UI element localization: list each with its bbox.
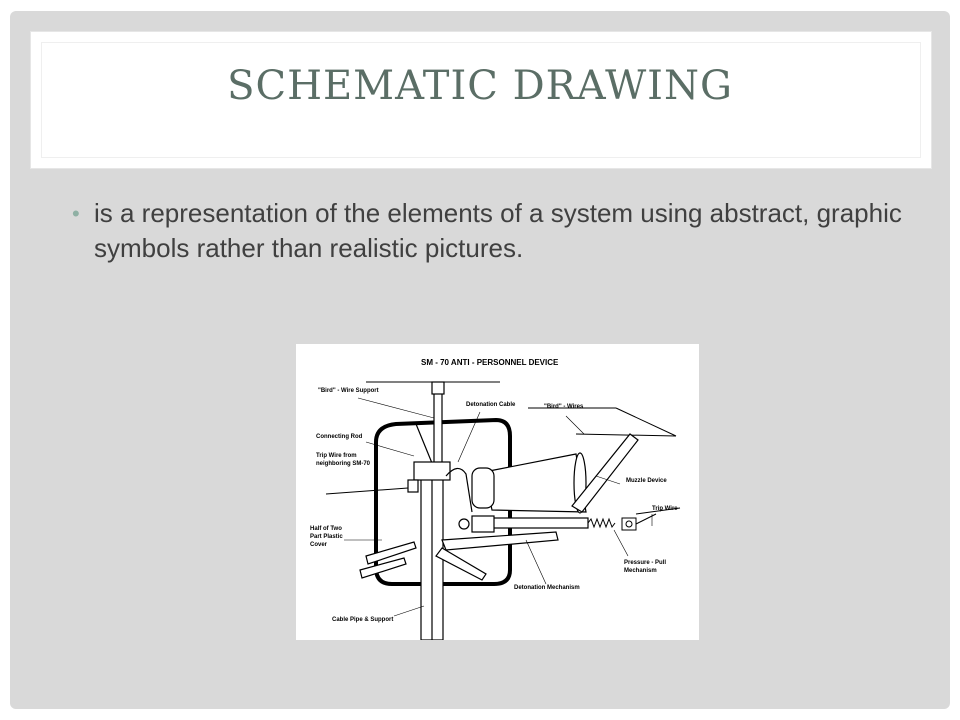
left-spikes <box>360 542 416 578</box>
left-trip-wire <box>326 488 408 494</box>
label-trip-wire-from-2: neighboring SM-70 <box>316 461 370 467</box>
bullet-text: is a representation of the elements of a system using abstract, graphic symbols rather than realistic pictures. <box>94 198 902 263</box>
label-trip-wire: Trip Wire <box>652 506 678 512</box>
slide-title: SCHEMATIC DRAWING <box>227 63 733 109</box>
bullet-icon: • <box>72 201 80 226</box>
bullet-item <box>72 196 902 266</box>
label-bird-wires: "Bird" - Wires <box>544 404 584 410</box>
muzzle-cone <box>472 453 586 513</box>
diagram-title: SM - 70 ANTI - PERSONNEL DEVICE <box>421 358 559 367</box>
label-cable-pipe: Cable Pipe & Support <box>332 617 394 623</box>
label-trip-wire-from-1: Trip Wire from <box>316 453 357 459</box>
label-half-cover-1: Half of Two <box>310 526 342 532</box>
label-detonation-cable: Detonation Cable <box>466 402 516 408</box>
bird-wires <box>528 408 676 436</box>
schematic-diagram <box>296 344 699 640</box>
label-connecting-rod: Connecting Rod <box>316 434 363 440</box>
label-muzzle-device: Muzzle Device <box>626 478 667 484</box>
connecting-rod <box>416 382 444 470</box>
label-half-cover-3: Cover <box>310 542 328 548</box>
label-pressure-pull-1: Pressure - Pull <box>624 560 667 566</box>
label-pressure-pull-2: Mechanism <box>624 568 657 574</box>
lower-support <box>436 532 558 580</box>
schematic-svg <box>296 344 699 640</box>
label-bird-wire-support: "Bird" - Wire Support <box>318 388 379 394</box>
label-detonation-mechanism: Detonation Mechanism <box>514 585 580 591</box>
pressure-arm <box>459 516 588 532</box>
label-half-cover-2: Part Plastic <box>310 534 343 540</box>
